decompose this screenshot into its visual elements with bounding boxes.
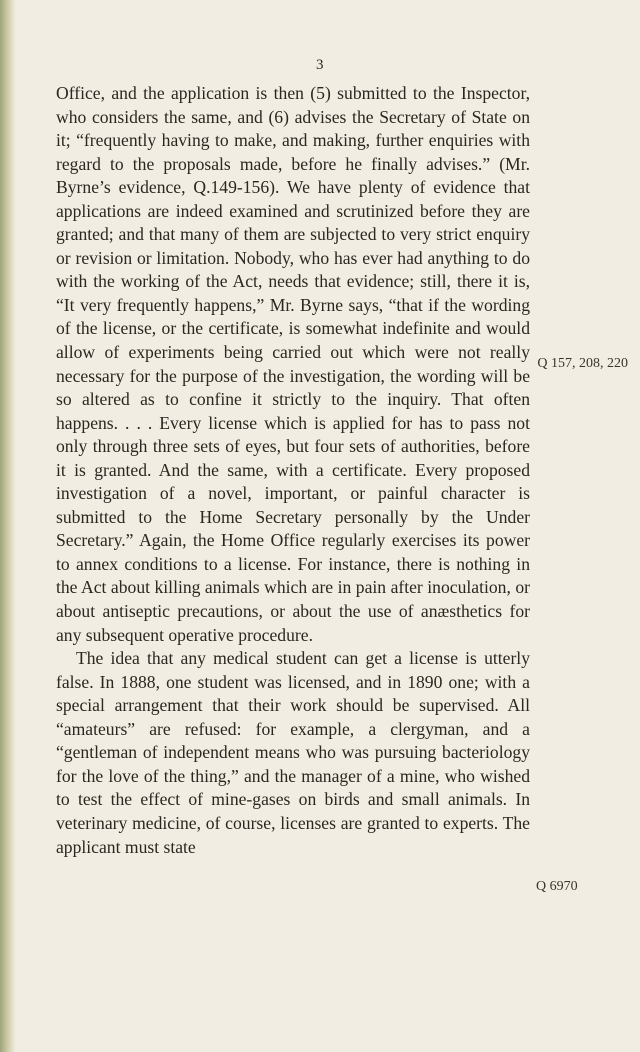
paragraph-1: Office, and the application is then (5) submitted to the Inspector, who considers the same, and (6) advises the Secretary of State on it; “frequently having to make, and making, further enquiries with regard to the proposals made, before he finally advises.” (Mr. Byrne’s evidence, Q.149-156). We have plenty of evidence that applications are indeed examined and scrutinized before they are granted; and that many of them are subjected to very strict enquiry or revision or limitation. Nobody, who has ever had anything to do with the working of the Act, needs that evidence; still, there it is, “It very frequently happens,” Mr. Byrne says, “that if the wording of the license, or the certificate, is somewhat indefinite and would allow of experiments being carried out which were not really necessary for the purpose of the investigation, the wording will be so altered as to confine it strictly to the inquiry. That often happens. . . . Every license which is applied for has to pass not only through three sets of eyes, but four sets of authorities, before it is granted. And the same, with a certificate. Every proposed investigation of a novel, important, or painful character is submitted to the Home Secretary personally by the Under Secretary.” Again, the Home Office regularly exercises its power to annex conditions to a license. For instance, there is nothing in the Act about killing animals which are in pain after inoculation, or about antiseptic precautions, or about the use of anæsthetics for any subsequent operative procedure. xyxy=(56,83,530,645)
margin-note-question-ref: Q 157, 208, 220 xyxy=(537,356,628,371)
margin-note-question-ref-2: Q 6970 xyxy=(536,879,578,894)
page-number: 3 xyxy=(316,57,324,73)
body-text xyxy=(56,82,530,859)
paragraph-2: The idea that any medical student can get a license is utterly false. In 1888, one student was licensed, and in 1890 one; with a special arrangement that their work should be supervised. All “amateurs” are refused: for example, a clergyman, and a “gentleman of independent means who was pursuing bacteriology for the love of the thing,” and the manager of a mine, who wished to test the effect of mine-gases on birds and small animals. In veterinary medicine, of course, licenses are granted to experts. The applicant must state xyxy=(56,648,530,857)
page-binding-edge xyxy=(0,0,16,1052)
